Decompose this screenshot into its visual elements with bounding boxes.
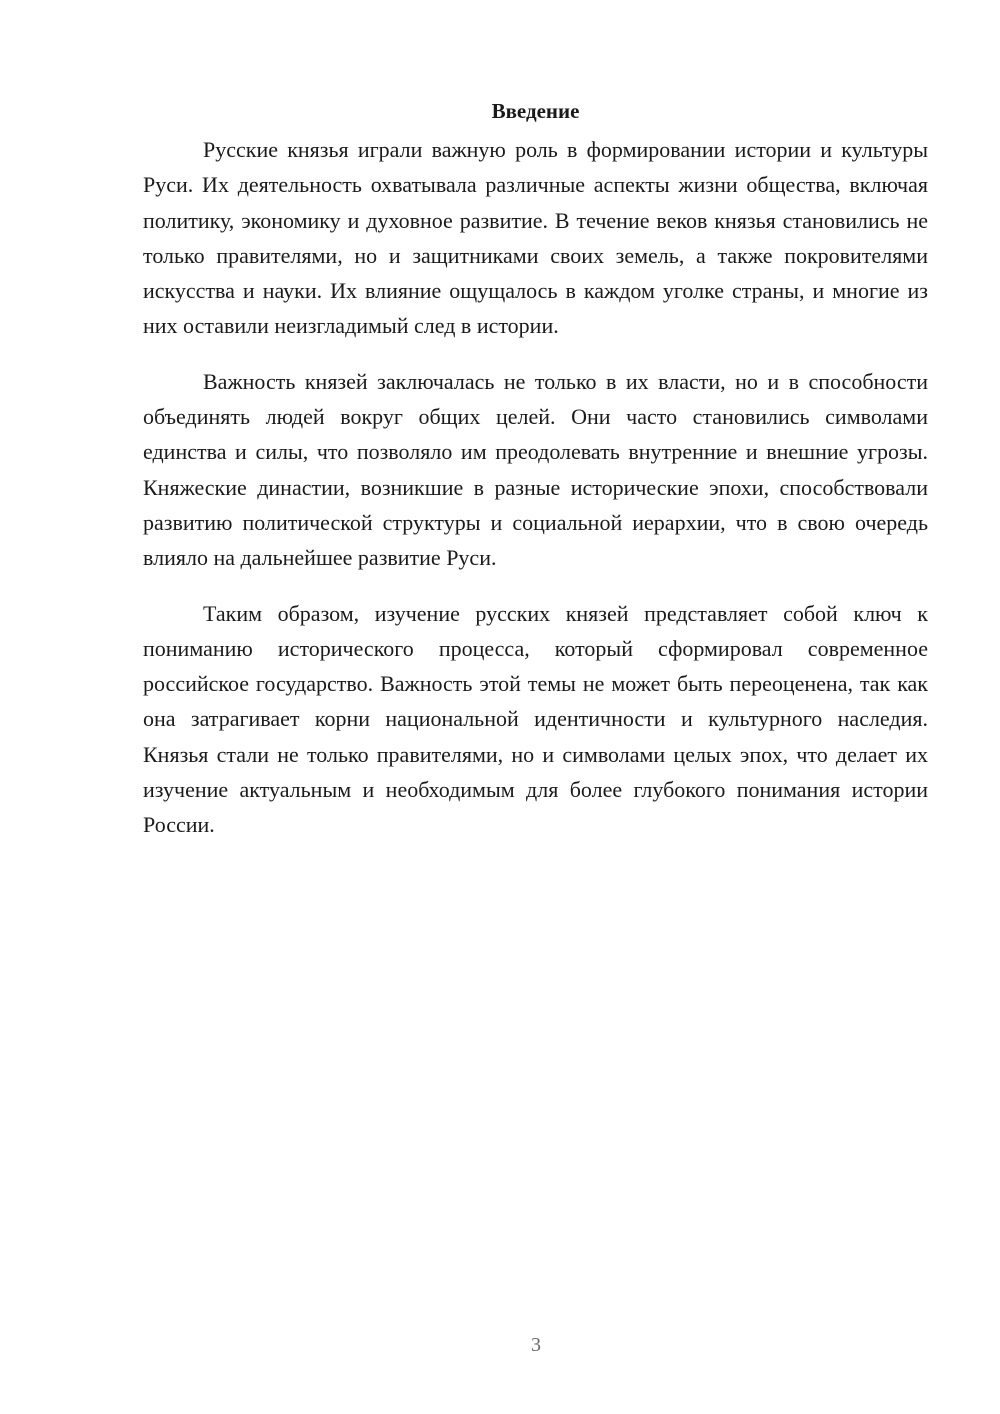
page-number: 3 <box>531 1334 541 1356</box>
paragraph-1: Русские князья играли важную роль в формировании истории и культуры Руси. Их деятельность охватывала различные аспекты жизни общества, включая политику, экономику и духовное развитие. В течение веков князья становились не только правителями, но и защитниками своих земель, а также покровителями искусства и науки. Их влияние ощущалось в каждом уголке страны, и многие из них оставили неизгладимый след в истории. <box>143 137 928 339</box>
paragraph-3: Таким образом, изучение русских князей представляет собой ключ к пониманию исторического процесса, который сформировал современное российское государство. Важность этой темы не может быть переоценена, так как она затрагивает корни национальной идентичности и культурного наследия. Князья стали не только правителями, но и символами целых эпох, что делает их изучение актуальным и необходимым для более глубокого понимания истории России. <box>143 600 928 838</box>
paragraph-2: Важность князей заключалась не только в их власти, но и в способности объединять людей вокруг общих целей. Они часто становились символами единства и силы, что позволяло им преодолевать внутренние и внешние угрозы. Княжеские династии, возникшие в разные исторические эпохи, способствовали развитию политической структуры и социальной иерархии, что в свою очередь влияло на дальнейшее развитие Руси. <box>143 368 928 571</box>
page-content <box>143 96 928 843</box>
section-title: Введение <box>491 99 580 123</box>
